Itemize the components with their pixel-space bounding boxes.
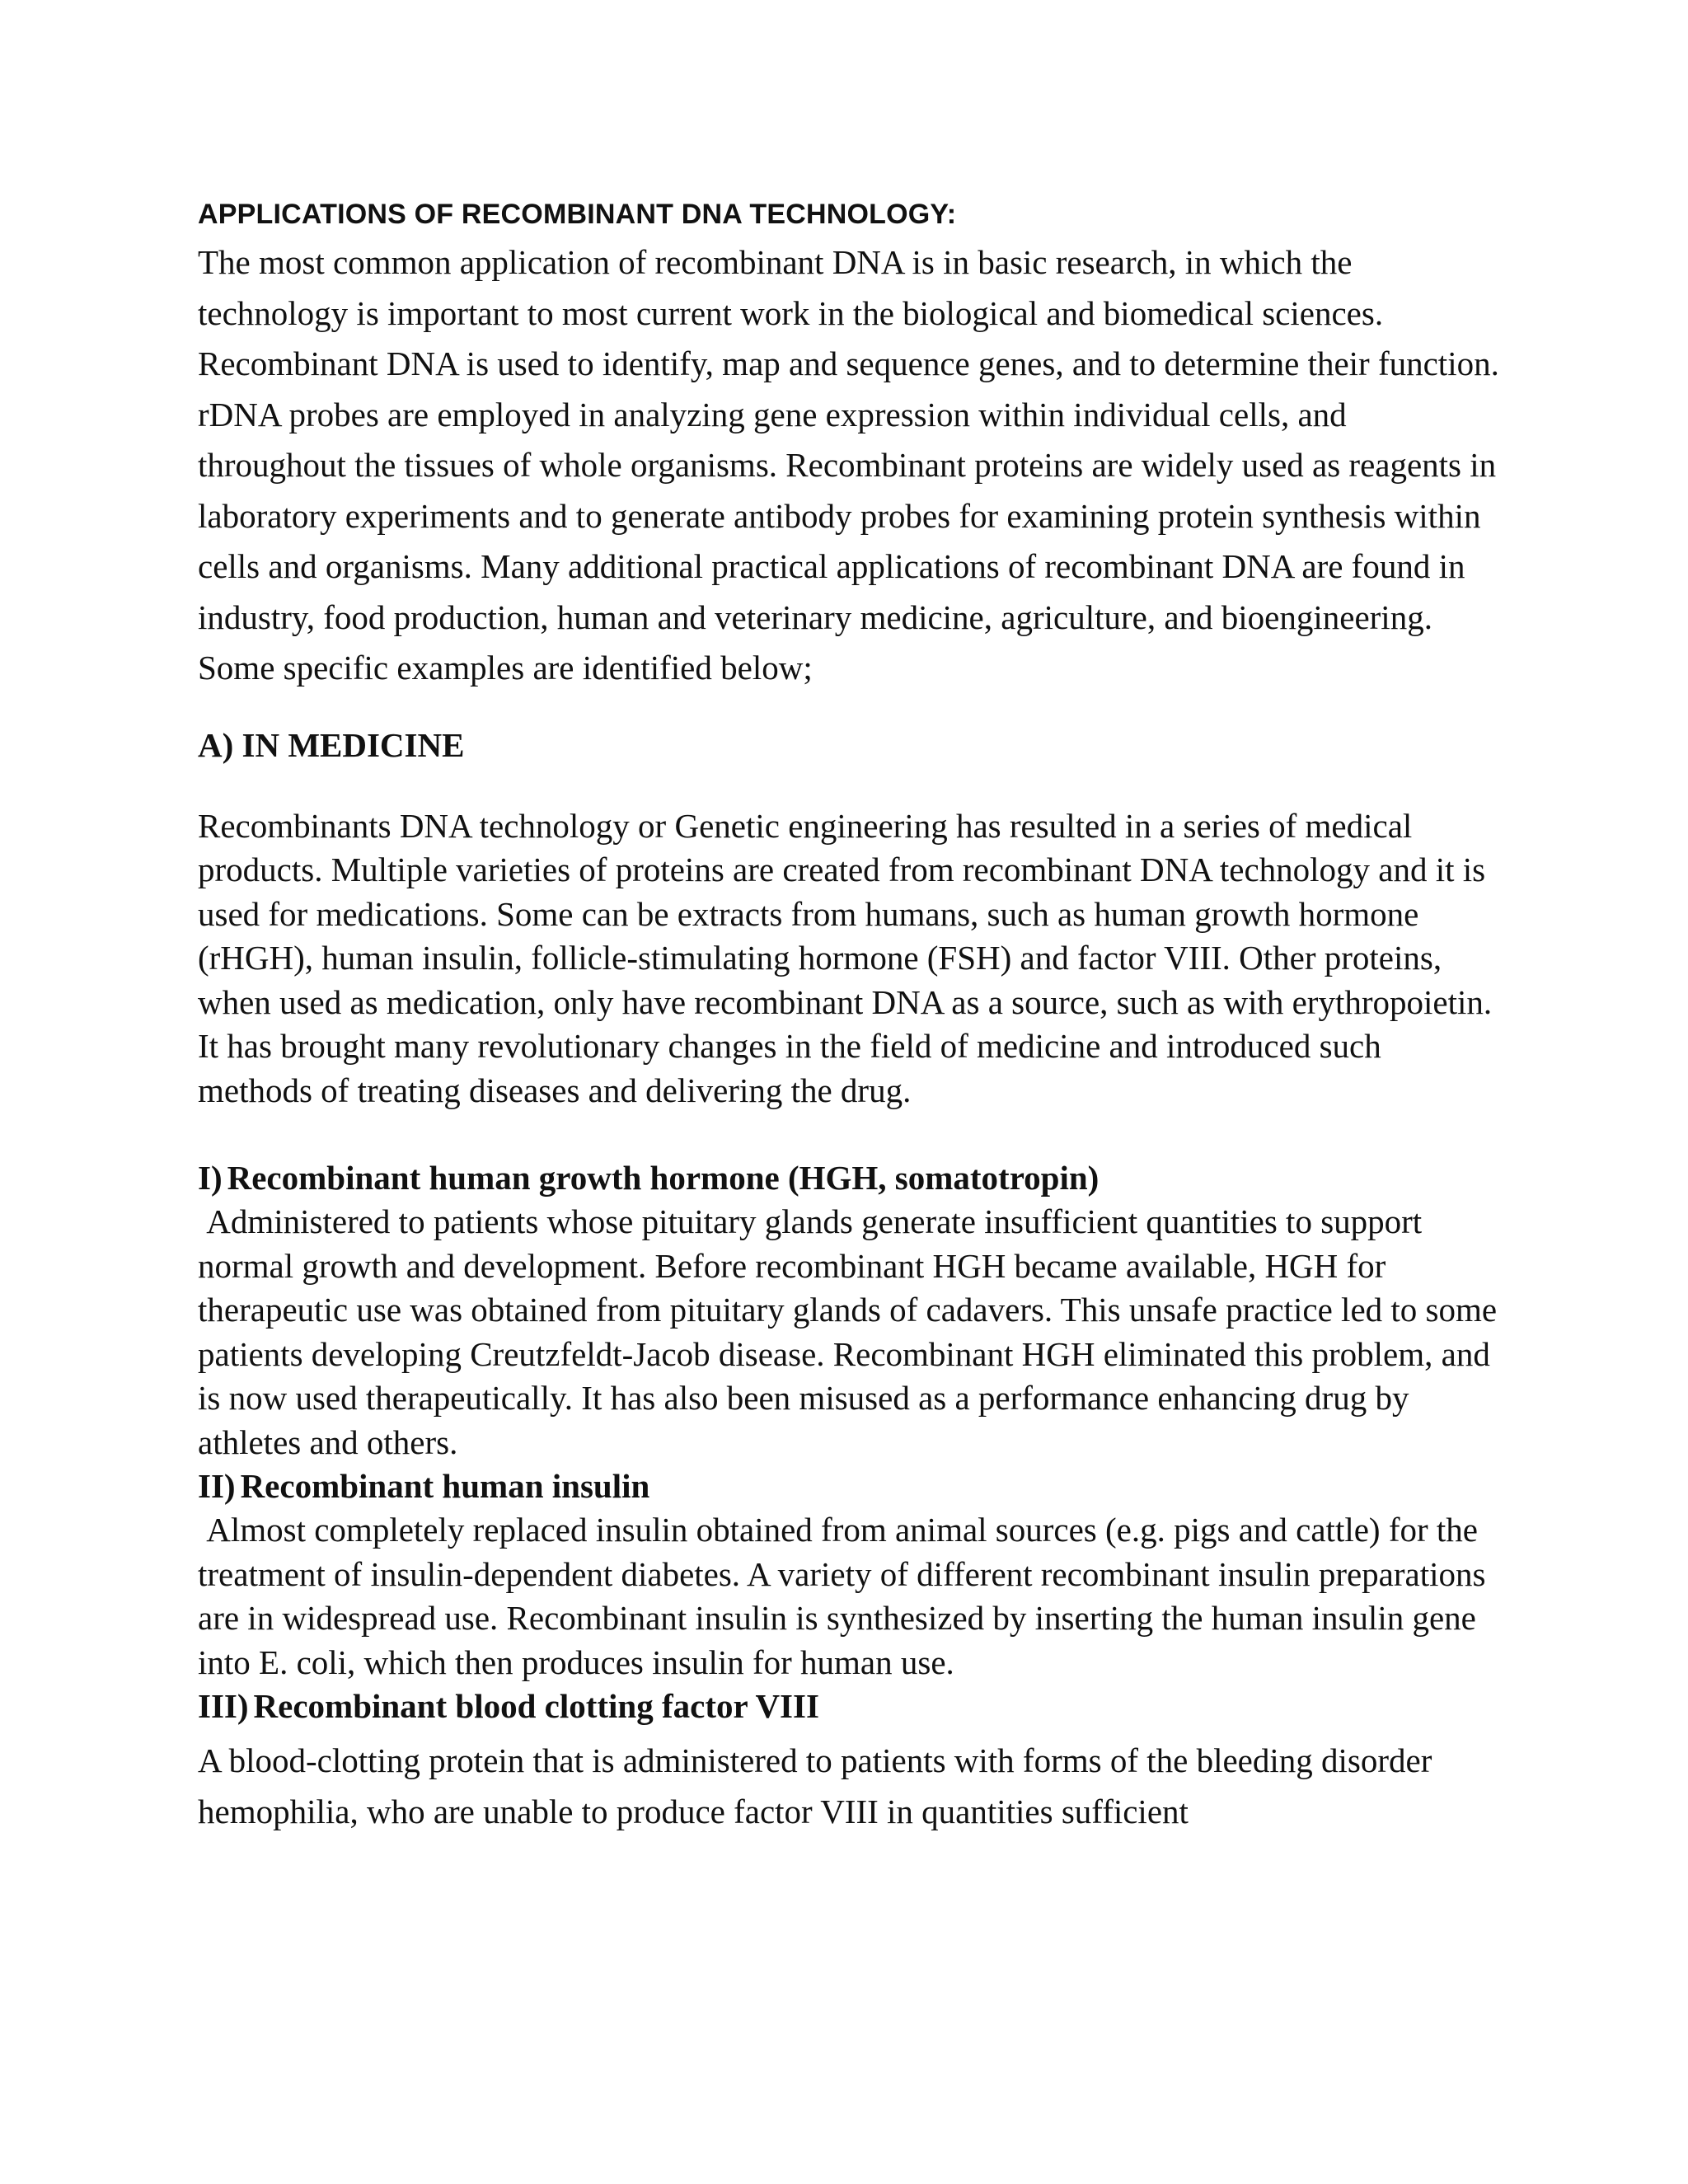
medicine-paragraph: Recombinants DNA technology or Genetic engineering has resulted in a series of medical products. Multiple varieties of proteins are created from recombinant DNA technology and it is used for medications. Some can be extracts from humans, such as human growth hormone (rHGH), human insulin, follicle-stimulating hormone (FSH) and factor VIII. Other proteins, when used as medication, only have recombinant DNA as a source, such as with erythropoietin. It has brought many revolutionary changes in the field of medicine and introduced such methods of treating diseases and delivering the drug. — [198, 806, 1493, 1109]
item-title: Recombinant human insulin — [240, 1467, 650, 1505]
item-heading-factor-viii — [198, 1685, 1500, 1728]
item-paragraph-hgh: Administered to patients whose pituitary glands generate insufficient quantities to support normal growth and development. Before recombinant HGH became available, HGH for therapeutic use was obtained from pituitary glands of cadavers. This unsafe practice led to some patients developing Creutzfeldt-Jacob disease. Recombinant HGH eliminated this problem, and is now used therapeutically. It has also been misused as a performance enhancing drug by athletes and others. — [198, 1202, 1498, 1461]
item-number: I) — [198, 1159, 223, 1197]
item-number: II) — [198, 1467, 236, 1505]
item-paragraph-insulin: Almost completely replaced insulin obtained from animal sources (e.g. pigs and cattle) for the treatment of insulin-dependent diabetes. A variety of different recombinant insulin preparations are in widespread use. Recombinant insulin is synthesized by inserting the human insulin gene into E. coli, which then produces insulin for human use. — [198, 1511, 1486, 1681]
item-heading-insulin — [198, 1465, 1500, 1508]
intro-paragraph: The most common application of recombinant DNA is in basic research, in which the technology is important to most current work in the biological and biomedical sciences. Recombinant DNA is used to identify, map and sequence genes, and to determine their function. rDNA probes are employed in analyzing gene expression within individual cells, and throughout the tissues of whole organisms. Recombinant proteins are widely used as reagents in laboratory experiments and to generate antibody probes for examining protein synthesis within cells and organisms. Many additional practical applications of recombinant DNA are found in industry, food production, human and veterinary medicine, agriculture, and bioengineering. Some specific examples are identified below; — [198, 243, 1499, 687]
item-title: Recombinant human growth hormone (HGH, somatotropin) — [227, 1159, 1100, 1197]
document-title: APPLICATIONS OF RECOMBINANT DNA TECHNOLOGY: — [198, 199, 957, 230]
item-title: Recombinant blood clotting factor VIII — [253, 1687, 819, 1725]
item-paragraph-factor-viii: A blood-clotting protein that is administered to patients with forms of the bleeding disorder hemophilia, who are unable to produce factor VIII in quantities sufficient — [198, 1741, 1432, 1830]
section-heading-medicine: A) IN MEDICINE — [198, 725, 465, 764]
document-page — [198, 196, 1500, 1837]
item-heading-hgh — [198, 1156, 1500, 1200]
item-number: III) — [198, 1687, 249, 1725]
